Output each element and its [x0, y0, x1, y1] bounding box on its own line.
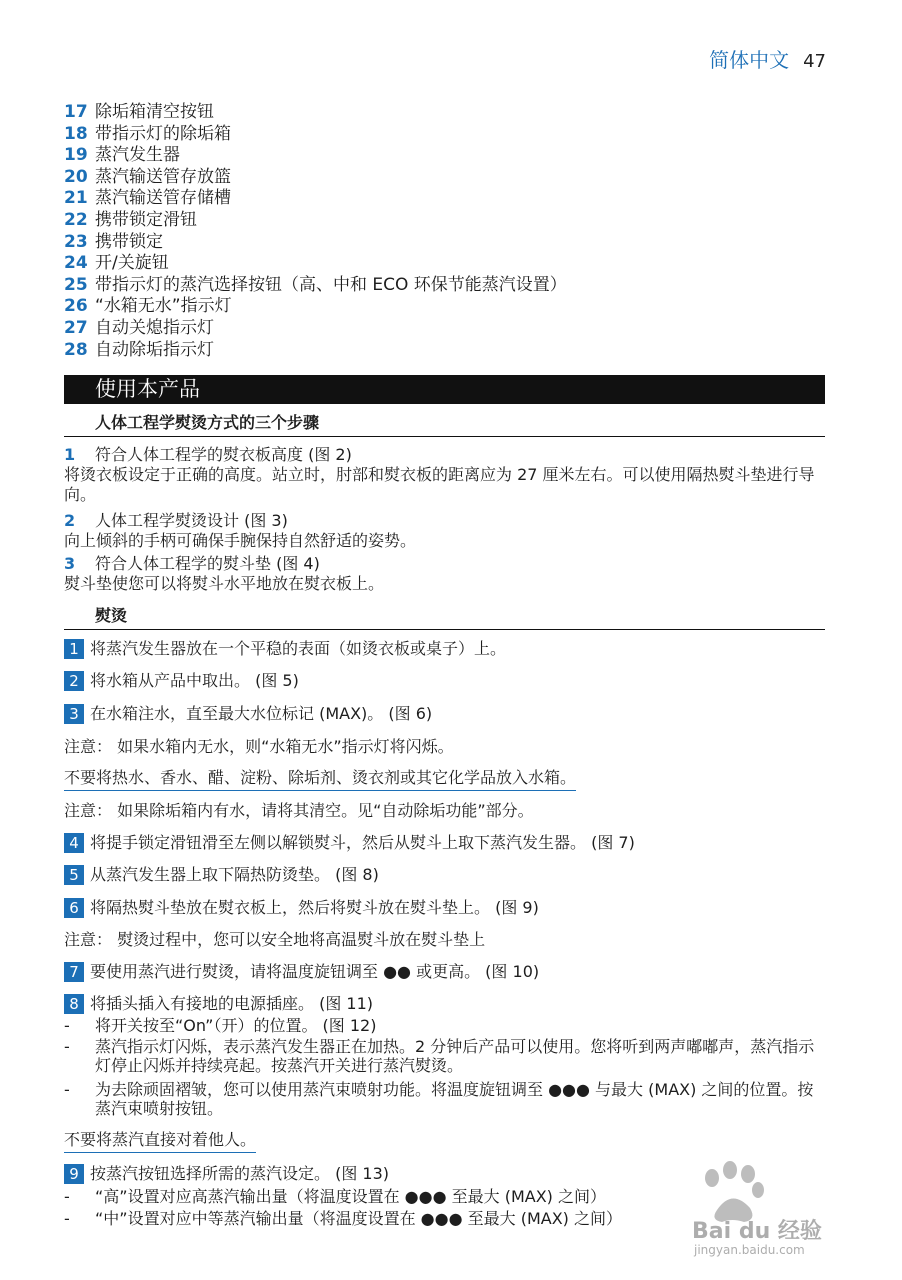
- ergo-step-3: 3 符合人体工程学的熨斗垫 (图 4) 熨斗垫使您可以将熨斗水平地放在熨衣板上。: [64, 554, 385, 593]
- list-item: - “高”设置对应高蒸汽输出量（将温度设置在 ●●● 至最大 (MAX) 之间）: [64, 1187, 607, 1206]
- list-item: 24 开/关旋钮: [64, 253, 169, 274]
- list-item: 25 带指示灯的蒸汽选择按钮（高、中和 ECO 环保节能蒸汽设置）: [64, 274, 567, 295]
- note-iron-rest: 注意： 熨烫过程中，您可以安全地将高温熨斗放在熨斗垫上: [64, 930, 486, 949]
- list-item: - 为去除顽固褶皱，您可以使用蒸汽束喷射功能。将温度旋钮调至 ●●● 与最大 (MAX) 之间的位置。按蒸汽束喷射按钮。: [64, 1080, 814, 1118]
- step-number-badge: 9: [64, 1164, 84, 1184]
- list-item: 22 携带锁定滑钮: [64, 209, 197, 230]
- step-number-badge: 1: [64, 639, 84, 659]
- list-item: 20 蒸汽输送管存放篮: [64, 166, 231, 187]
- step-9: 9 按蒸汽按钮选择所需的蒸汽设定。 (图 13): [64, 1164, 389, 1184]
- ergo-step-2: 2 人体工程学熨烫设计 (图 3) 向上倾斜的手柄可确保手腕保持自然舒适的姿势。: [64, 511, 417, 550]
- section-title: 使用本产品: [64, 375, 825, 404]
- step-number-badge: 6: [64, 898, 84, 918]
- ergonomic-heading: 人体工程学熨烫方式的三个步骤: [64, 411, 825, 437]
- step-7: 7 要使用蒸汽进行熨烫，请将温度旋钮调至 ●● 或更高。 (图 10): [64, 962, 539, 982]
- baidu-watermark: [682, 1158, 862, 1258]
- list-item: - “中”设置对应中等蒸汽输出量（将温度设置在 ●●● 至最大 (MAX) 之间）: [64, 1209, 623, 1228]
- ironing-heading: 熨烫: [64, 604, 825, 630]
- list-item: - 将开关按至“On”（开）的位置。 (图 12): [64, 1016, 377, 1035]
- step-1: 1 将蒸汽发生器放在一个平稳的表面（如烫衣板或桌子）上。: [64, 639, 506, 659]
- list-item: - 蒸汽指示灯闪烁，表示蒸汽发生器正在加热。2 分钟后产品可以使用。您将听到两声嘟嘟声，蒸汽指示灯停止闪烁并持续亮起。按蒸汽开关进行蒸汽熨烫。: [64, 1037, 815, 1075]
- language-label: 简体中文: [709, 48, 790, 72]
- step-2: 2 将水箱从产品中取出。 (图 5): [64, 671, 299, 691]
- warning-steam: 不要将蒸汽直接对着他人。: [64, 1130, 256, 1153]
- paw-icon: [705, 1161, 764, 1222]
- watermark-url: jingyan.baidu.com: [694, 1243, 805, 1257]
- warning-chemicals: 不要将热水、香水、醋、淀粉、除垢剂、烫衣剂或其它化学品放入水箱。: [64, 768, 576, 791]
- step-5: 5 从蒸汽发生器上取下隔热防烫垫。 (图 8): [64, 865, 379, 885]
- parts-list: [64, 102, 844, 361]
- page-number: 47: [803, 51, 826, 72]
- list-item: 19 蒸汽发生器: [64, 145, 180, 166]
- list-item: 18 带指示灯的除垢箱: [64, 123, 231, 144]
- note-descale: 注意： 如果除垢箱内有水，请将其清空。见“自动除垢功能”部分。: [64, 801, 534, 820]
- list-item: 21 蒸汽输送管存储槽: [64, 188, 231, 209]
- page-header: [709, 44, 826, 73]
- list-item: 26 “水箱无水”指示灯: [64, 296, 232, 317]
- step-number-badge: 4: [64, 833, 84, 853]
- list-item: 28 自动除垢指示灯: [64, 339, 214, 360]
- step-8: 8 将插头插入有接地的电源插座。 (图 11): [64, 994, 373, 1014]
- note-empty-tank: 注意： 如果水箱内无水，则“水箱无水”指示灯将闪烁。: [64, 737, 454, 756]
- step-number-badge: 5: [64, 865, 84, 885]
- step-number-badge: 7: [64, 962, 84, 982]
- list-item: 23 携带锁定: [64, 231, 163, 252]
- step-3: 3 在水箱注水，直至最大水位标记 (MAX)。 (图 6): [64, 704, 432, 724]
- list-item: 27 自动关熄指示灯: [64, 317, 214, 338]
- step-6: 6 将隔热熨斗垫放在熨衣板上，然后将熨斗放在熨斗垫上。 (图 9): [64, 898, 539, 918]
- step-number-badge: 8: [64, 994, 84, 1014]
- step-number-badge: 2: [64, 671, 84, 691]
- step-4: 4 将提手锁定滑钮滑至左侧以解锁熨斗，然后从熨斗上取下蒸汽发生器。 (图 7): [64, 833, 635, 853]
- watermark-brand: Bai du 经验: [692, 1219, 822, 1244]
- step-number-badge: 3: [64, 704, 84, 724]
- list-item: 17 除垢箱清空按钮: [64, 102, 214, 122]
- ergo-step-1: 1 符合人体工程学的熨衣板高度 (图 2) 将烫衣板设定于正确的高度。站立时，肘部和熨衣板的距离应为 27 厘米左右。可以使用隔热熨斗垫进行导向。: [64, 445, 815, 504]
